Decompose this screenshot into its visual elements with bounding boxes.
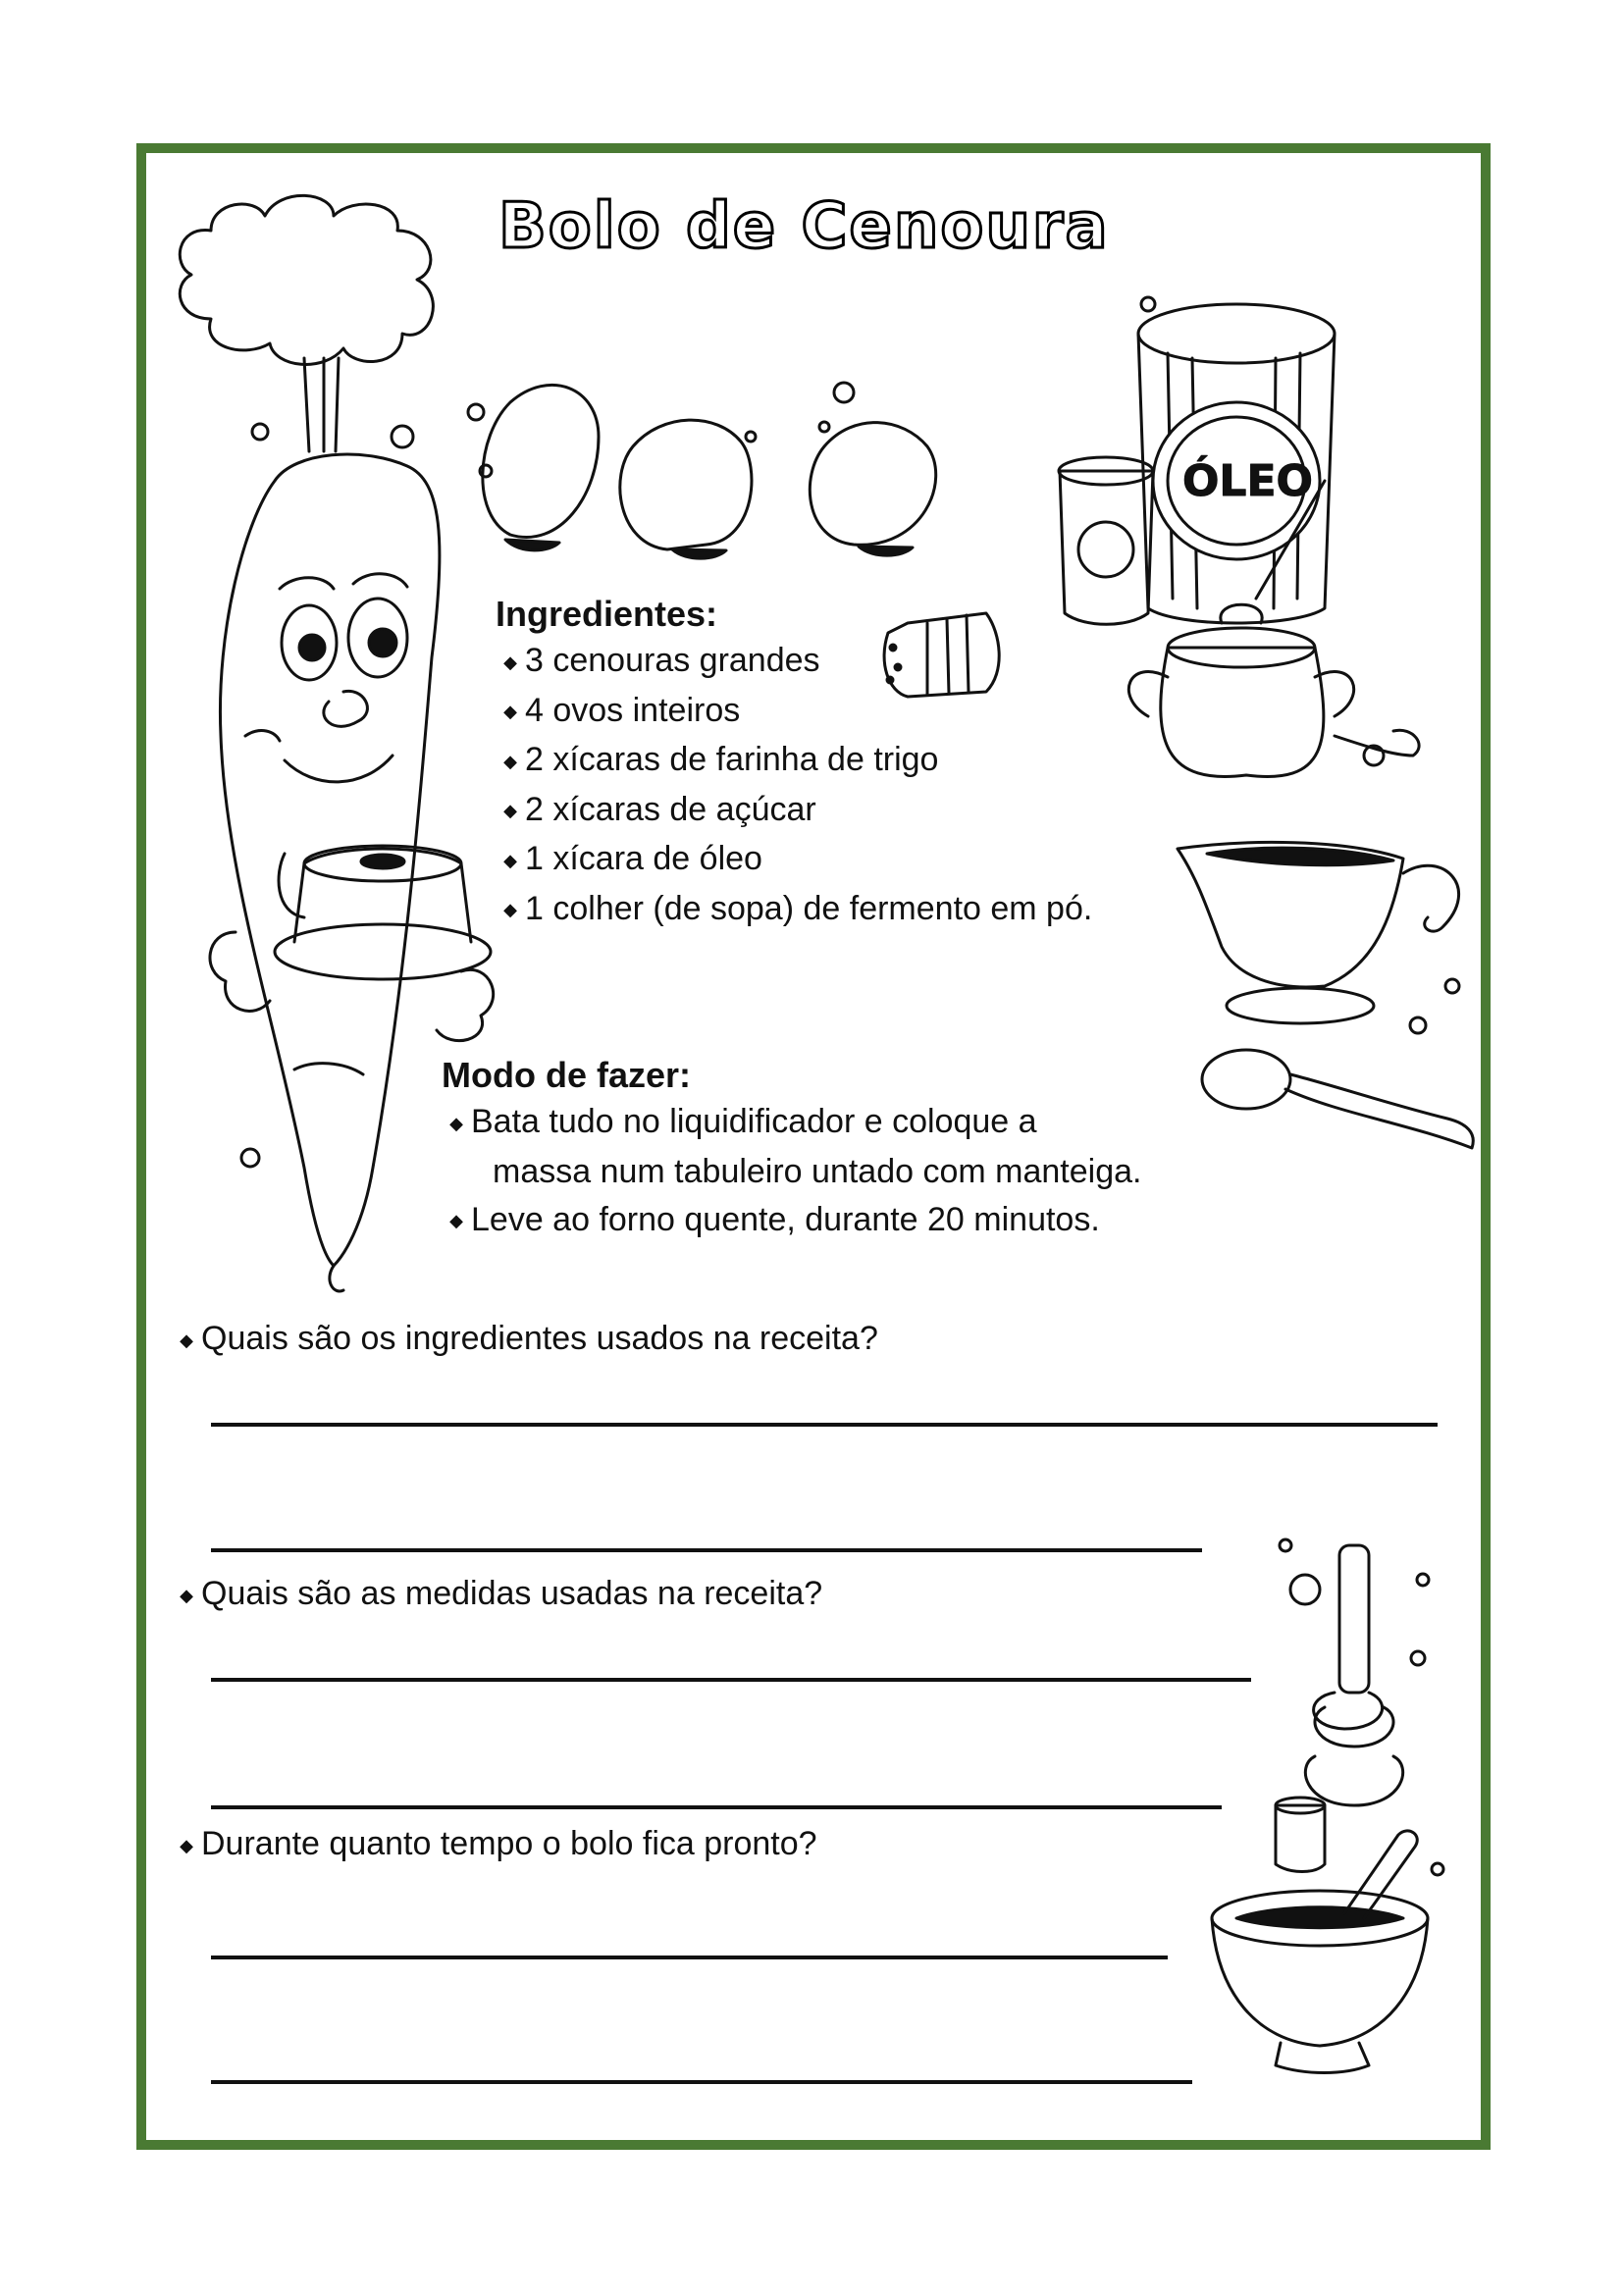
bullet-icon: ◆	[180, 1330, 193, 1350]
question-1: ◆ Quais são os ingredientes usados na receita?	[172, 1320, 878, 1358]
answer-line[interactable]	[211, 1678, 1251, 1682]
method-step: ◆ Leve ao forno quente, durante 20 minutos.	[442, 1196, 1141, 1246]
page-title: Bolo de Cenoura	[498, 190, 1110, 263]
method-step: ◆ Bata tudo no liquidificador e coloque a	[442, 1098, 1141, 1148]
bullet-icon: ◆	[503, 652, 517, 672]
mixing-bowl-icon	[1197, 1825, 1452, 2080]
bullet-icon: ◆	[503, 850, 517, 870]
list-item: ◆ 2 xícaras de farinha de trigo	[496, 736, 1092, 786]
gravy-boat-icon	[1168, 829, 1482, 1045]
oil-can-icon	[1040, 285, 1433, 775]
bullet-icon: ◆	[449, 1211, 463, 1231]
list-item: ◆ 2 xícaras de açúcar	[496, 786, 1092, 836]
ingredients-section	[496, 594, 1092, 934]
answer-line[interactable]	[211, 1548, 1202, 1552]
answer-line[interactable]	[211, 1805, 1222, 1809]
answer-line[interactable]	[211, 1956, 1168, 1959]
eggs-icon	[461, 368, 1011, 574]
oil-can-label: ÓLEO	[1182, 456, 1313, 506]
method-section	[442, 1055, 1141, 1245]
answer-line[interactable]	[211, 1423, 1438, 1427]
ingredients-list	[496, 637, 1092, 934]
question-3: ◆ Durante quanto tempo o bolo fica pronto?	[172, 1825, 817, 1863]
bullet-icon: ◆	[503, 801, 517, 821]
bullet-icon: ◆	[503, 702, 517, 722]
bullet-icon: ◆	[449, 1113, 463, 1133]
spoon-icon	[1192, 1035, 1487, 1163]
question-2: ◆ Quais são as medidas usadas na receita?	[172, 1575, 822, 1613]
answer-line[interactable]	[211, 2080, 1192, 2084]
bullet-icon: ◆	[180, 1585, 193, 1605]
list-item: ◆ 1 xícara de óleo	[496, 835, 1092, 885]
bullet-icon: ◆	[503, 751, 517, 771]
list-item: ◆ 3 cenouras grandes	[496, 637, 1092, 687]
method-step-continuation: massa num tabuleiro untado com manteiga.	[493, 1152, 1142, 1190]
bullet-icon: ◆	[180, 1835, 193, 1855]
method-heading: Modo de fazer:	[442, 1055, 692, 1095]
ingredients-heading: Ingredientes:	[496, 594, 718, 634]
bullet-icon: ◆	[503, 900, 517, 920]
list-item: ◆ 4 ovos inteiros	[496, 687, 1092, 737]
list-item: ◆ 1 colher (de sopa) de fermento em pó.	[496, 885, 1092, 935]
